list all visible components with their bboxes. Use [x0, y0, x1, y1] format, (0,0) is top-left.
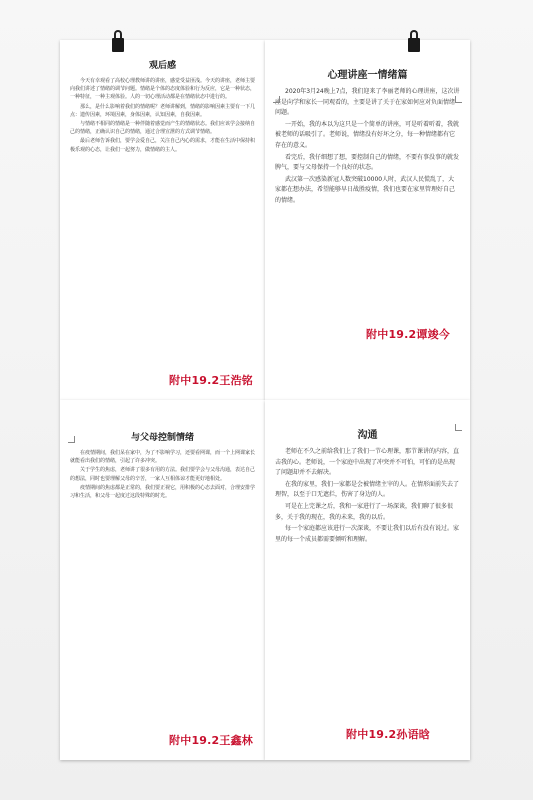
essay-title-4: 沟通	[357, 430, 378, 441]
crop-mark-icon	[455, 96, 462, 103]
essay-body-3	[60, 449, 265, 500]
binder-clip-right	[406, 30, 422, 52]
essay-paragraph: 与情绪不相同的情绪是一种伴随着感觉而产生的情绪状态。我们应该学会接纳自己的情绪，正确认识自己的情绪，通过合理宣泄的方式调节情绪。	[70, 121, 256, 136]
essay-body-4	[265, 447, 470, 545]
author-signature-3: 附中19.2王鑫林	[169, 734, 253, 747]
essay-sheet-3	[60, 400, 265, 760]
essay-paragraph: 2020年3月24晚上7点，我们迎来了李丽老师的心理讲座，这次讲座是向学和家长一同观看的，主要是讲了关于在家如何应对负面情绪问题。	[275, 88, 460, 117]
essay-paragraph: 在我的家里，我们一家都是会被情绪主宰的人。在情形面前失去了理智，以至于口无遮拦，伤害了身边的人。	[275, 480, 460, 499]
essay-paragraph: 今天有幸观看了高校心理教师讲的讲座，感觉受益匪浅。今天的讲座，老师主要向我们讲述了情绪的调节问题。情绪是个体的态度体验和行为反应，它是一种状态，一种特征，一种主观体验。人的一切心理活动都是在情绪状态中进行的。	[70, 78, 256, 101]
essay-paragraph: 每一个家庭都应该进行一次深谈，不要让我们以后有没有说过。家里的每一个成员都需要倾听和理解。	[275, 525, 460, 543]
essay-body-1	[60, 77, 265, 154]
essay-body-2	[265, 87, 470, 207]
essay-paragraph: 一开始，我的本以为这只是一个简单的讲座，可是听着听着，我就被老师的话吸引了。老师说，情绪没有好坏之分，每一种情绪都有它存在的意义。	[275, 120, 460, 149]
author-signature-1: 附中19.2王浩铭	[169, 374, 253, 387]
essay-sheet-1	[60, 40, 265, 400]
essay-sheet-2	[265, 40, 470, 400]
essay-paragraph: 那么，是什么影响着我们的情绪呢？老师讲解到，情绪的影响因素主要有一下几点：遗传因素，环境因素，身体因素，认知因素，自我因素。	[70, 103, 256, 118]
essay-paragraph: 关于学生的焦虑，老师讲了很多有用的方法。我们要学会与父母沟通，表达自己的想法，同时也要理解父母的辛苦，一家人互相体谅才能更好地相处。	[70, 467, 256, 482]
essay-title-1: 观后感	[148, 61, 176, 71]
essay-paragraph: 看完后，我仔细想了想，要控制自己的情绪，不要有事没事的就发脾气，要与父母保持一个良好的状态。	[275, 153, 460, 172]
essay-paragraph: 可是在上完课之后，我和一家进行了一场深谈，我们聊了很多很多，关于我的现在，我的未来，我的以后。	[275, 502, 454, 521]
binder-clip-left	[110, 30, 126, 52]
essay-paragraph: 武汉第一次感染新冠人数突破10000人时，武汉人民慌乱了，大家都在想办法，希望能够早日战胜疫情，我们也要在家里管理好自己的情绪。	[275, 175, 456, 204]
essay-title-3: 与父母控制情绪	[130, 433, 194, 443]
essay-sheet-4	[265, 400, 470, 760]
essay-title-2: 心理讲座一情绪篇	[327, 70, 408, 81]
essay-paragraph: 最后老师告诉我们，要学会爱自己，关注自己内心的需求，才能在生活中保持积极乐观的心态，让我们一起努力，做情绪的主人。	[70, 138, 256, 153]
author-signature-4: 附中19.2孙语晗	[346, 728, 430, 741]
author-signature-2: 附中19.2谭竣今	[366, 328, 450, 341]
essay-paragraph: 在疫情期间，我们呆在家中，为了不影响学习，还要看网课，而一个上网课家长就能看出我们的情绪，引起了许多冲突。	[70, 450, 256, 465]
essay-paragraph: 疫情期间的焦虑都是正常的，我们要正视它，用积极的心态去面对，合理安排学习和生活，和父母一起度过这段特殊的时光。	[70, 484, 256, 500]
crop-mark-icon	[455, 424, 462, 431]
essay-paragraph: 老师在不久之前给我们上了我们一节心理课，那节课讲的内容，直击我的心。老师说，一个家庭中出现了冲突并不可怕，可怕的是出现了问题却并不去解决。	[275, 448, 460, 477]
crop-mark-icon	[273, 96, 280, 103]
crop-mark-icon	[68, 436, 75, 443]
